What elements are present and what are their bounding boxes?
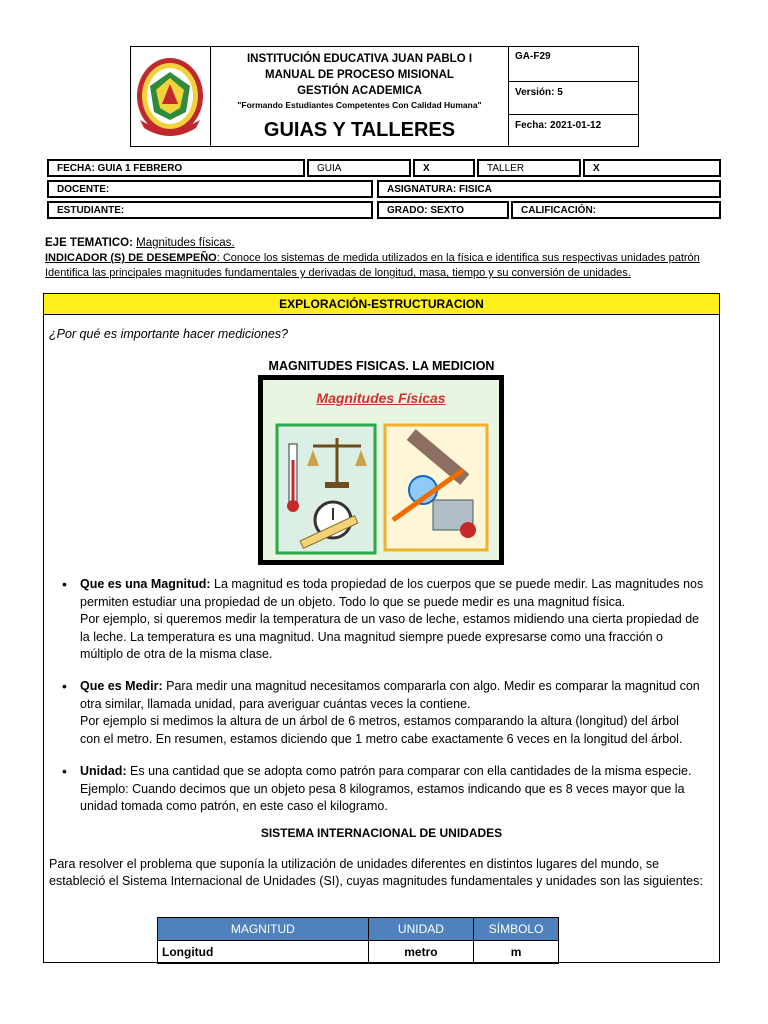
- doc-version-text: Versión: 5: [515, 87, 563, 98]
- doc-code: [509, 46, 639, 81]
- doc-version: [509, 81, 639, 114]
- doc-date: [509, 114, 639, 147]
- bullet-unidad-text-1: Ejemplo: Cuando decimos que un objeto pesa 8 kilogramos, estamos indicando que es 8 veces mayor que la: [80, 781, 685, 796]
- bullet-medir-text-1: otra similar, llamada unidad, para averiguar cuántas veces la contiene.: [80, 696, 471, 711]
- bullet-magnitud-line1: [80, 576, 720, 594]
- indicador-line2-text: Identifica las principales magnitudes fundamentales y derivadas de longitud, masa, tiempo y su conversión de unidades.: [45, 267, 631, 279]
- docente-field: DOCENTE:: [47, 180, 373, 198]
- si-header-unidad: UNIDAD: [368, 918, 474, 941]
- si-cell-magnitud: Longitud: [158, 941, 369, 964]
- si-cell-unidad: metro: [368, 941, 474, 964]
- si-cell-simbolo: m: [474, 941, 559, 964]
- bullet-magnitud-text-4: múltiplo de otra de la misma clase.: [80, 647, 273, 661]
- si-header-simbolo: SÍMBOLO: [474, 918, 559, 941]
- bullet-magnitud-term: Que es una Magnitud:: [80, 577, 211, 591]
- logo-cell: [130, 46, 211, 147]
- bullet-unidad-line1: [80, 763, 720, 781]
- bullet-unidad: [62, 763, 720, 816]
- section-question: ¿Por qué es importante hacer mediciones?: [49, 327, 289, 341]
- si-header-magnitud: MAGNITUD: [158, 918, 369, 941]
- si-units-table: [157, 917, 559, 964]
- bullet-dot-icon: •: [62, 576, 67, 592]
- indicador-value: : Conoce los sistemas de medida utilizados en la física e identifica sus respectivas unidades patrón: [216, 252, 700, 264]
- illustration-title: Magnitudes Físicas: [316, 390, 446, 406]
- asignatura-field: ASIGNATURA: FISICA: [377, 180, 721, 198]
- estudiante-field: ESTUDIANTE:: [47, 201, 373, 219]
- illustration-canvas: [263, 380, 499, 560]
- doc-code-text: GA-F29: [515, 51, 551, 62]
- indicador-label: INDICADOR (S) DE DESEMPEÑO: [45, 252, 217, 264]
- eje-value: Magnitudes físicas.: [136, 237, 235, 249]
- magnitudes-illustration: [258, 375, 504, 565]
- area-name: GESTIÓN ACADEMICA: [297, 85, 422, 97]
- section-heading: MAGNITUDES FISICAS. LA MEDICION: [268, 359, 495, 373]
- measurement-tools-icon: [263, 410, 499, 560]
- si-intro-line2: estableció el Sistema Internacional de Unidades (SI), cuyas magnitudes fundamentales y unidades son las siguientes:: [49, 874, 703, 888]
- indicador-line2: [45, 265, 725, 281]
- bullet-dot-icon: •: [62, 763, 67, 779]
- bullet-magnitud-text-1: permiten estudiar una propiedad de un objeto. Todo lo que se puede medir es una magnitud física.: [80, 594, 626, 609]
- eje-tematico: [45, 235, 725, 251]
- bullet-unidad-text-0: Es una cantidad que se adopta como patrón para comparar con ella cantidades de la misma especie.: [126, 764, 692, 778]
- si-intro-line1: Para resolver el problema que suponía la utilización de unidades diferentes en distintos lugares del mundo, se: [49, 857, 660, 871]
- taller-label: TALLER: [477, 159, 581, 177]
- bullet-unidad-term: Unidad:: [80, 764, 127, 778]
- bullet-magnitud-text-0: La magnitud es toda propiedad de los cuerpos que se puede medir. Las magnitudes nos: [210, 577, 704, 591]
- taller-mark: X: [583, 159, 721, 177]
- grado-field: GRADO: SEXTO: [377, 201, 509, 219]
- section-band: EXPLORACIÓN-ESTRUCTURACION: [43, 293, 720, 315]
- bullet-medir-text-2: Por ejemplo si medimos la altura de un árbol de 6 metros, estamos comparando la altura (longitud) del árbol: [80, 714, 679, 728]
- manual-name: MANUAL DE PROCESO MISIONAL: [265, 69, 454, 81]
- fecha-field: FECHA: GUIA 1 FEBRERO: [47, 159, 305, 177]
- bullet-unidad-text-2: unidad tomada como patrón, en este caso el kilogramo.: [80, 799, 388, 813]
- motto: "Formando Estudiantes Competentes Con Calidad Humana": [237, 100, 482, 110]
- bullet-medir-term: Que es Medir:: [80, 679, 163, 693]
- institution-name: INSTITUCIÓN EDUCATIVA JUAN PABLO I: [246, 53, 473, 65]
- bullet-medir-text-0: Para medir una magnitud necesitamos compararla con algo. Medir es comparar la magnitud con: [162, 679, 700, 693]
- bullet-magnitud-text-3: la leche. La temperatura es una magnitud. Una magnitud siempre puede expresarse como una fracción o: [80, 629, 663, 644]
- guia-label: GUIA: [307, 159, 411, 177]
- bullet-medir-line1: [80, 678, 720, 696]
- bullet-medir: [62, 678, 720, 748]
- bullet-magnitud-text-2: Por ejemplo, si queremos medir la temperatura de un vaso de leche, estamos midiendo una cierta propiedad de: [80, 612, 700, 626]
- header-title-cell: [211, 46, 509, 147]
- si-heading: SISTEMA INTERNACIONAL DE UNIDADES: [260, 826, 503, 840]
- school-seal-logo: [130, 46, 210, 146]
- calificacion-field: CALIFICACIÓN:: [511, 201, 721, 219]
- document-title: GUIAS Y TALLERES: [263, 119, 456, 141]
- guia-mark: X: [413, 159, 475, 177]
- table-row: [158, 941, 559, 964]
- bullet-medir-text-3: con el metro. En resumen, estamos diciendo que 1 metro cabe exactamente 6 veces en la longitud del árbol.: [80, 731, 683, 746]
- doc-date-text: Fecha: 2021-01-12: [515, 120, 602, 131]
- indicador: [45, 250, 725, 266]
- bullet-dot-icon: •: [62, 678, 67, 694]
- bullet-magnitud: [62, 576, 720, 664]
- eje-label: EJE TEMATICO:: [45, 237, 137, 249]
- si-table-header-row: [158, 918, 559, 941]
